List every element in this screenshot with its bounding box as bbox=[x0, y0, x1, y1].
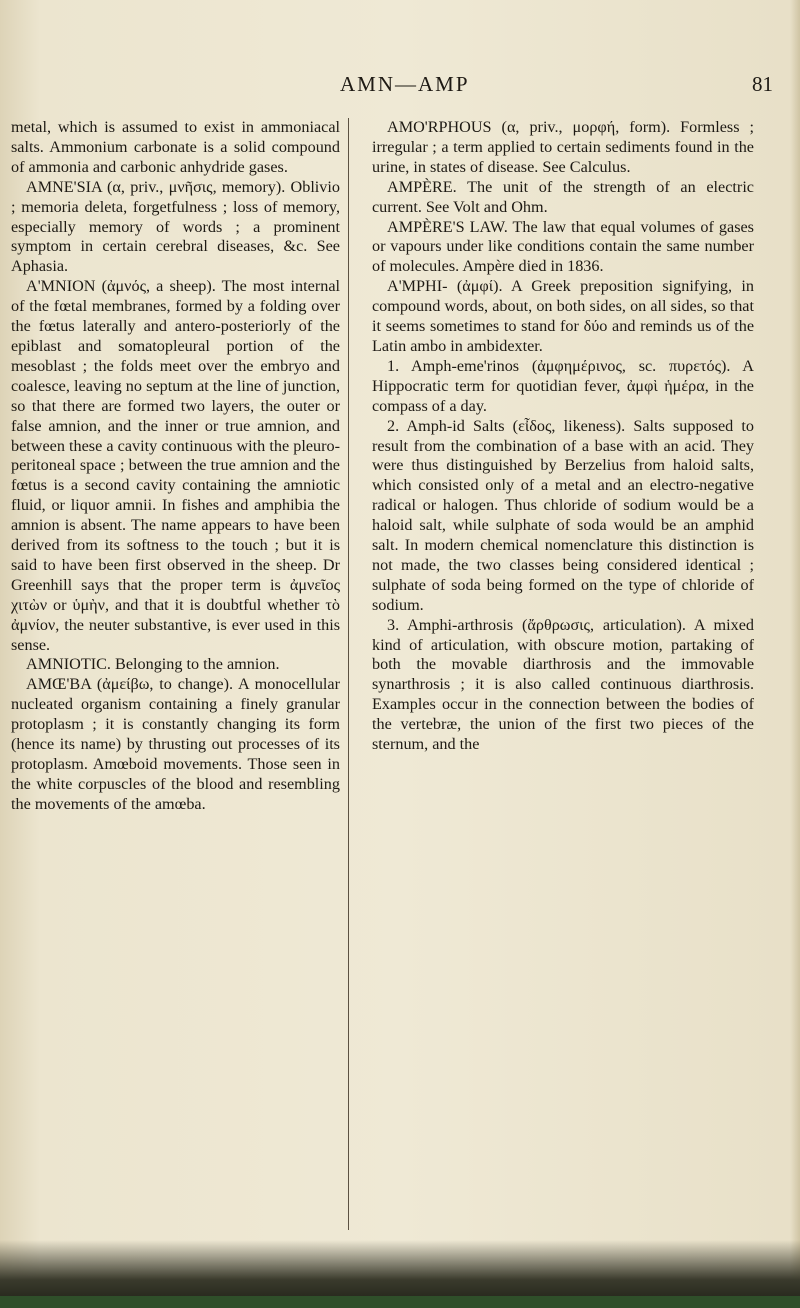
running-head: AMN—AMP bbox=[340, 72, 470, 96]
right-column bbox=[372, 118, 754, 755]
page-header bbox=[0, 72, 800, 102]
entry-amperes-law: AMPÈRE'S LAW. The law that equal volumes of gases or vapours under like conditions contain the same number of molecules. Ampère died in 1836. bbox=[372, 217, 754, 276]
entry-amniotic: AMNIOTIC. Belonging to the amnion. bbox=[26, 655, 280, 674]
entry-amphi: A'MPHI- (ἀμφί). A Greek preposition signifying, in compound words, about, on both sides, on all sides, so that it seems sometimes to stand for δύο and reminds us of the Latin ambo in ambidexter. bbox=[372, 277, 754, 355]
entry-amphiarthrosis: 3. Amphi-arthrosis (ἄρθρωσις, articulation). A mixed kind of articulation, with obscure motion, partaking of both the movable diarthrosis and the immovable synarthrosis ; it is also called continuous diarthrosis. Examples occur in the connection between the bodies of the vertebræ, the union of the first two pieces of the sternum, and the bbox=[372, 615, 754, 754]
left-column bbox=[11, 118, 340, 815]
column-divider bbox=[348, 118, 349, 1230]
entry-ammonium-continuation: metal, which is assumed to exist in ammoniacal salts. Ammonium carbonate is a solid compound of ammonia and carbonic anhydride gases. bbox=[11, 118, 340, 176]
entry-amorphous: AMO'RPHOUS (α, priv., μορφή, form). Formless ; irregular ; a term applied to certain sediments found in the urine, in states of disease. See Calculus. bbox=[372, 118, 754, 176]
entry-amphid-salts: 2. Amph-id Salts (εἶδος, likeness). Salts supposed to result from the combination of a base with an acid. They were thus distinguished by Berzelius from haloid salts, which consisted only of a metal and an electro-negative radical or halogen. Thus chloride of sodium would be a haloid salt, while sulphate of soda would be an amphid salt. In modern chemical nomenclature this distinction is not made, the two classes being considered identical ; sulphate of soda being formed on the type of chloride of sodium. bbox=[372, 416, 754, 614]
entry-amnesia: AMNE'SIA (α, priv., μνῆσις, memory). Oblivio ; memoria deleta, forgetfulness ; loss of memory, especially memory of words ; a prominent symptom in certain cerebral diseases, &c. See Aphasia. bbox=[11, 177, 340, 276]
book-cover-edge bbox=[0, 1296, 800, 1308]
entry-amphemerinos: 1. Amph-eme'rinos (ἀμφημέρινος, sc. πυρετός). A Hippocratic term for quotidian fever, ἀμφὶ ἡμέρα, in the compass of a day. bbox=[372, 356, 754, 415]
entry-ampere: AMPÈRE. The unit of the strength of an electric current. See Volt and Ohm. bbox=[372, 177, 754, 216]
page-number: 81 bbox=[752, 72, 773, 96]
entry-amnion: A'MNION (ἀμνός, a sheep). The most internal of the fœtal membranes, formed by a folding over the fœtus laterally and antero-posteriorly of the epiblast and somatopleural portion of the mesoblast ; the folds meet over the embryo and coalesce, leaving no septum at the line of junction, so that there are formed two layers, the outer or false amnion, and the inner or true amnion, and between these a cavity continuous with the pleuro-peritoneal space ; between the true amnion and the fœtus is a second cavity containing the amniotic fluid, or liquor amnii. In fishes and amphibia the amnion is absent. The name appears to have been derived from its softness to the touch ; but it is said to have been first observed in the sheep. Dr Greenhill says that the proper term is ἀμνεῖος χιτὼν or ὑμὴν, and that it is doubtful whether τὸ ἀμνίον, the neuter substantive, is ever used in this sense. bbox=[11, 277, 340, 654]
entry-amoeba: AMŒ'BA (ἀμείβω, to change). A monocellular nucleated organism containing a finely granular protoplasm ; it is constantly changing its form (hence its name) by thrusting out processes of its protoplasm. Amœboid movements. Those seen in the white corpuscles of the blood and resembling the movements of the amœba. bbox=[11, 675, 340, 813]
